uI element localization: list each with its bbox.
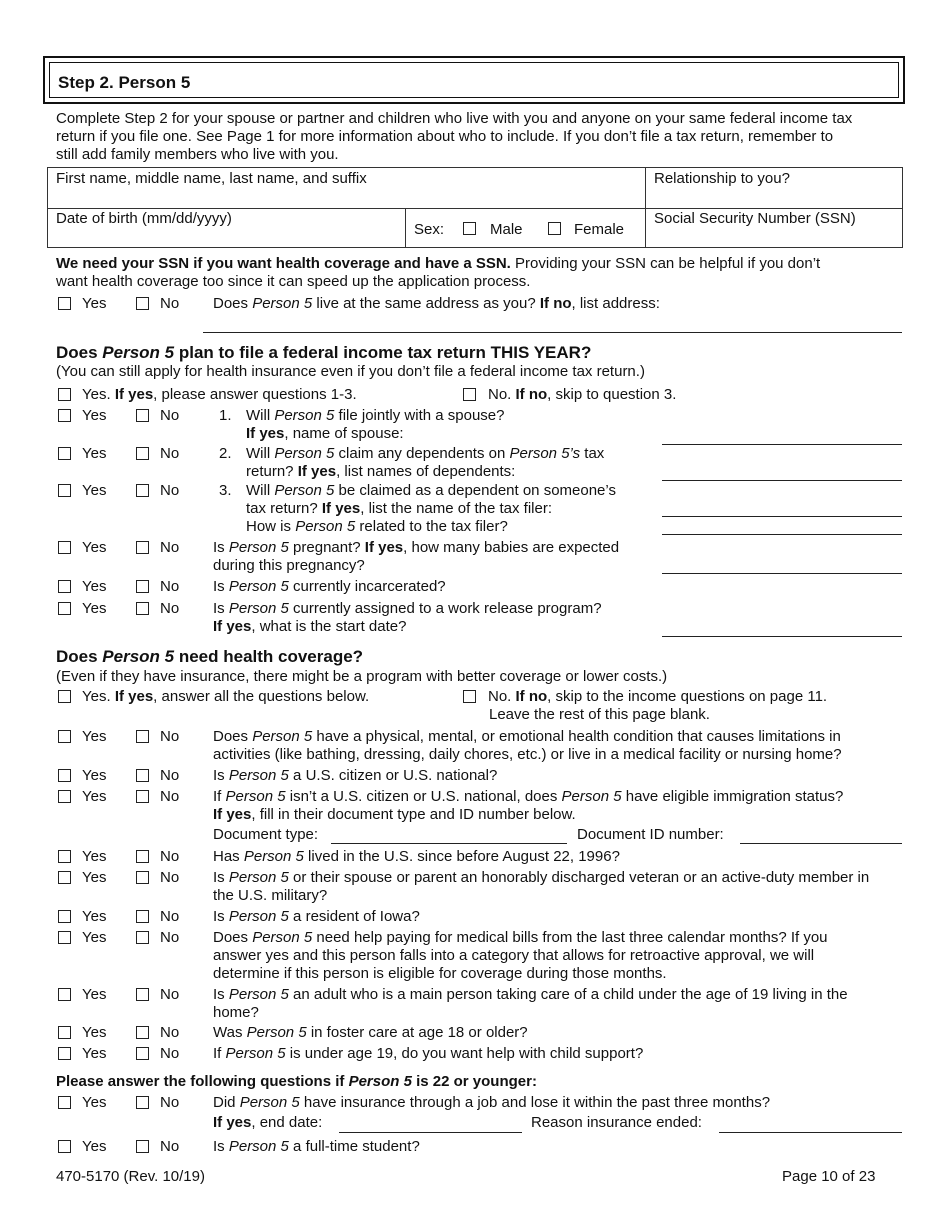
incarcerated-no-checkbox[interactable] — [136, 580, 149, 593]
q1-no-checkbox[interactable] — [136, 409, 149, 422]
pregnant-question: Is Person 5 pregnant? If yes, how many babies are expected — [213, 539, 620, 556]
no-label: No — [160, 539, 180, 556]
young-heading: Please answer the following questions if Person 5 is 22 or younger: — [56, 1073, 537, 1090]
female-label: Female — [574, 221, 625, 238]
support-question: If Person 5 is under age 19, do you want help with child support? — [213, 1045, 644, 1062]
disability-yes-checkbox[interactable] — [58, 730, 71, 743]
no-label: No — [160, 295, 180, 312]
health-subheading: (Even if they have insurance, there might be a program with better coverage or lower costs.) — [56, 668, 668, 685]
end-date-line[interactable] — [339, 1132, 522, 1133]
student-yes-checkbox[interactable] — [58, 1140, 71, 1153]
q1-followup: If yes, name of spouse: — [246, 425, 404, 442]
page-number: Page 10 of 23 — [782, 1168, 876, 1185]
citizen-yes-checkbox[interactable] — [58, 769, 71, 782]
citizen-no-checkbox[interactable] — [136, 769, 149, 782]
form-number: 470-5170 (Rev. 10/19) — [56, 1168, 205, 1185]
no-label: No — [160, 929, 180, 946]
dependents-line[interactable] — [662, 480, 902, 481]
step-title-box — [43, 56, 905, 104]
immigration-no-checkbox[interactable] — [136, 790, 149, 803]
no-label: No — [160, 482, 180, 499]
relationship-field[interactable] — [645, 167, 903, 209]
yes-label: Yes — [82, 578, 107, 595]
pregnant-question-line-2: during this pregnancy? — [213, 557, 365, 574]
no-label: No — [160, 1138, 180, 1155]
sex-field — [405, 208, 646, 248]
page-title: Step 2. Person 5 — [58, 73, 191, 92]
end-date-label: If yes, end date: — [213, 1114, 323, 1131]
immigration-yes-checkbox[interactable] — [58, 790, 71, 803]
no-label: No — [160, 728, 180, 745]
tax-no-option: No. If no, skip to question 3. — [488, 386, 677, 403]
bills-question-line-2: answer yes and this person falls into a category that allows for retroactive approval, we will — [213, 947, 815, 964]
caretaker-question: Is Person 5 an adult who is a main person taking care of a child under the age of 19 living in the — [213, 986, 848, 1003]
health-no-option: No. If no, skip to the income questions on page 11. — [488, 688, 828, 705]
yes-label: Yes — [82, 788, 107, 805]
veteran-no-checkbox[interactable] — [136, 871, 149, 884]
q2-yes-checkbox[interactable] — [58, 447, 71, 460]
no-label: No — [160, 1045, 180, 1062]
yes-label: Yes — [82, 986, 107, 1003]
step-title-inner — [49, 62, 899, 98]
yes-label: Yes — [82, 1138, 107, 1155]
disability-question-line-2: activities (like bathing, dressing, daily chores, etc.) or live in a medical facility or nursing home? — [213, 746, 842, 763]
yes-label: Yes — [82, 482, 107, 499]
disability-question: Does Person 5 have a physical, mental, or emotional health condition that causes limitations in — [213, 728, 841, 745]
q1-yes-checkbox[interactable] — [58, 409, 71, 422]
q2-followup: return? If yes, list names of dependents: — [246, 463, 516, 480]
document-type-line[interactable] — [331, 843, 567, 844]
iowa-no-checkbox[interactable] — [136, 910, 149, 923]
no-label: No — [160, 1024, 180, 1041]
lose-insurance-question: Did Person 5 have insurance through a job and lose it within the past three months? — [213, 1094, 771, 1111]
tax-yes-checkbox[interactable] — [58, 388, 71, 401]
yes-label: Yes — [82, 929, 107, 946]
work-release-followup: If yes, what is the start date? — [213, 618, 407, 635]
lived-yes-checkbox[interactable] — [58, 850, 71, 863]
health-yes-option: Yes. If yes, answer all the questions below. — [82, 688, 370, 705]
lose-insurance-yes-checkbox[interactable] — [58, 1096, 71, 1109]
health-no-option-line-2: Leave the rest of this page blank. — [489, 706, 710, 723]
no-label: No — [160, 908, 180, 925]
address-question: Does Person 5 live at the same address as you? If no, list address: — [213, 295, 660, 312]
yes-label: Yes — [82, 728, 107, 745]
tax-no-checkbox[interactable] — [463, 388, 476, 401]
no-label: No — [160, 767, 180, 784]
bills-yes-checkbox[interactable] — [58, 931, 71, 944]
lived-question: Has Person 5 lived in the U.S. since before August 22, 1996? — [213, 848, 620, 865]
caretaker-no-checkbox[interactable] — [136, 988, 149, 1001]
tax-subheading: (You can still apply for health insurance even if you don’t file a federal income tax return.) — [56, 363, 645, 380]
intro-line-2: return if you file one. See Page 1 for more information about who to include. If you don’t file a tax return, remember to — [56, 128, 834, 145]
spouse-name-line[interactable] — [662, 444, 902, 445]
relationship-label: Relationship to you? — [654, 170, 790, 187]
lived-no-checkbox[interactable] — [136, 850, 149, 863]
health-yes-checkbox[interactable] — [58, 690, 71, 703]
q3-yes-checkbox[interactable] — [58, 484, 71, 497]
document-id-line[interactable] — [740, 843, 902, 844]
q2-number: 2. — [219, 445, 232, 462]
health-heading: Does Person 5 need health coverage? — [56, 647, 364, 666]
bills-question: Does Person 5 need help paying for medical bills from the last three calendar months? If you — [213, 929, 828, 946]
bills-no-checkbox[interactable] — [136, 931, 149, 944]
yes-label: Yes — [82, 908, 107, 925]
no-label: No — [160, 869, 180, 886]
student-question: Is Person 5 a full-time student? — [213, 1138, 420, 1155]
no-label: No — [160, 986, 180, 1003]
work-release-question: Is Person 5 currently assigned to a work release program? — [213, 600, 602, 617]
caretaker-yes-checkbox[interactable] — [58, 988, 71, 1001]
yes-label: Yes — [82, 407, 107, 424]
no-label: No — [160, 600, 180, 617]
yes-label: Yes — [82, 295, 107, 312]
yes-label: Yes — [82, 767, 107, 784]
foster-question: Was Person 5 in foster care at age 18 or older? — [213, 1024, 528, 1041]
citizen-question: Is Person 5 a U.S. citizen or U.S. national? — [213, 767, 498, 784]
no-label: No — [160, 578, 180, 595]
q1-number: 1. — [219, 407, 232, 424]
foster-yes-checkbox[interactable] — [58, 1026, 71, 1039]
health-no-checkbox[interactable] — [463, 690, 476, 703]
ssn-label: Social Security Number (SSN) — [654, 210, 856, 227]
yes-label: Yes — [82, 1024, 107, 1041]
no-label: No — [160, 407, 180, 424]
veteran-question-line-2: the U.S. military? — [213, 887, 328, 904]
iowa-question: Is Person 5 a resident of Iowa? — [213, 908, 420, 925]
tax-filer-name-line[interactable] — [662, 516, 902, 517]
yes-label: Yes — [82, 445, 107, 462]
intro-line-1: Complete Step 2 for your spouse or partner and children who live with you and anyone on your same federal income tax — [56, 110, 853, 127]
student-no-checkbox[interactable] — [136, 1140, 149, 1153]
name-label: First name, middle name, last name, and suffix — [56, 170, 367, 187]
ssn-field[interactable] — [645, 208, 903, 248]
reason-label: Reason insurance ended: — [531, 1114, 702, 1131]
no-label: No — [160, 848, 180, 865]
no-label: No — [160, 445, 180, 462]
sex-label: Sex: — [414, 221, 445, 238]
veteran-question: Is Person 5 or their spouse or parent an honorably discharged veteran or an active-duty member in — [213, 869, 870, 886]
female-checkbox[interactable] — [548, 222, 561, 235]
caretaker-question-line-2: home? — [213, 1004, 259, 1021]
q3-question: Will Person 5 be claimed as a dependent on someone’s — [246, 482, 616, 499]
yes-label: Yes — [82, 848, 107, 865]
incarcerated-question: Is Person 5 currently incarcerated? — [213, 578, 446, 595]
work-release-yes-checkbox[interactable] — [58, 602, 71, 615]
support-yes-checkbox[interactable] — [58, 1047, 71, 1060]
q3-no-checkbox[interactable] — [136, 484, 149, 497]
tax-filer-relation-line[interactable] — [662, 534, 902, 535]
support-no-checkbox[interactable] — [136, 1047, 149, 1060]
incarcerated-yes-checkbox[interactable] — [58, 580, 71, 593]
dob-field[interactable] — [47, 208, 406, 248]
dob-label: Date of birth (mm/dd/yyyy) — [56, 210, 232, 227]
no-label: No — [160, 788, 180, 805]
q2-no-checkbox[interactable] — [136, 447, 149, 460]
name-field[interactable] — [47, 167, 646, 209]
disability-no-checkbox[interactable] — [136, 730, 149, 743]
reason-line[interactable] — [719, 1132, 902, 1133]
ssn-note-line-2: want health coverage too since it can speed up the application process. — [56, 273, 531, 290]
tax-yes-option: Yes. If yes, please answer questions 1-3. — [82, 386, 357, 403]
yes-label: Yes — [82, 539, 107, 556]
q3-relation: How is Person 5 related to the tax filer? — [246, 518, 508, 535]
male-checkbox[interactable] — [463, 222, 476, 235]
document-id-label: Document ID number: — [577, 826, 724, 843]
iowa-yes-checkbox[interactable] — [58, 910, 71, 923]
yes-label: Yes — [82, 869, 107, 886]
lose-insurance-no-checkbox[interactable] — [136, 1096, 149, 1109]
q2-question: Will Person 5 claim any dependents on Person 5’s tax — [246, 445, 605, 462]
yes-label: Yes — [82, 1045, 107, 1062]
pregnant-no-checkbox[interactable] — [136, 541, 149, 554]
yes-label: Yes — [82, 1094, 107, 1111]
address-yes-checkbox[interactable] — [58, 297, 71, 310]
immigration-question: If Person 5 isn’t a U.S. citizen or U.S. national, does Person 5 have eligible immigration status? — [213, 788, 844, 805]
intro-line-3: still add family members who live with you. — [56, 146, 339, 163]
start-date-line[interactable] — [662, 636, 902, 637]
document-type-label: Document type: — [213, 826, 319, 843]
address-line[interactable] — [203, 332, 902, 333]
bills-question-line-3: determine if this person is eligible for coverage during those months. — [213, 965, 667, 982]
q3-number: 3. — [219, 482, 232, 499]
foster-no-checkbox[interactable] — [136, 1026, 149, 1039]
veteran-yes-checkbox[interactable] — [58, 871, 71, 884]
work-release-no-checkbox[interactable] — [136, 602, 149, 615]
q1-question: Will Person 5 file jointly with a spouse? — [246, 407, 505, 424]
no-label: No — [160, 1094, 180, 1111]
male-label: Male — [490, 221, 523, 238]
immigration-followup: If yes, fill in their document type and ID number below. — [213, 806, 576, 823]
address-no-checkbox[interactable] — [136, 297, 149, 310]
tax-heading: Does Person 5 plan to file a federal income tax return THIS YEAR? — [56, 343, 592, 362]
q3-followup: tax return? If yes, list the name of the tax filer: — [246, 500, 552, 517]
yes-label: Yes — [82, 600, 107, 617]
babies-count-line[interactable] — [662, 573, 902, 574]
ssn-note-line-1: We need your SSN if you want health coverage and have a SSN. Providing your SSN can be helpful if you don’t — [56, 255, 821, 272]
pregnant-yes-checkbox[interactable] — [58, 541, 71, 554]
